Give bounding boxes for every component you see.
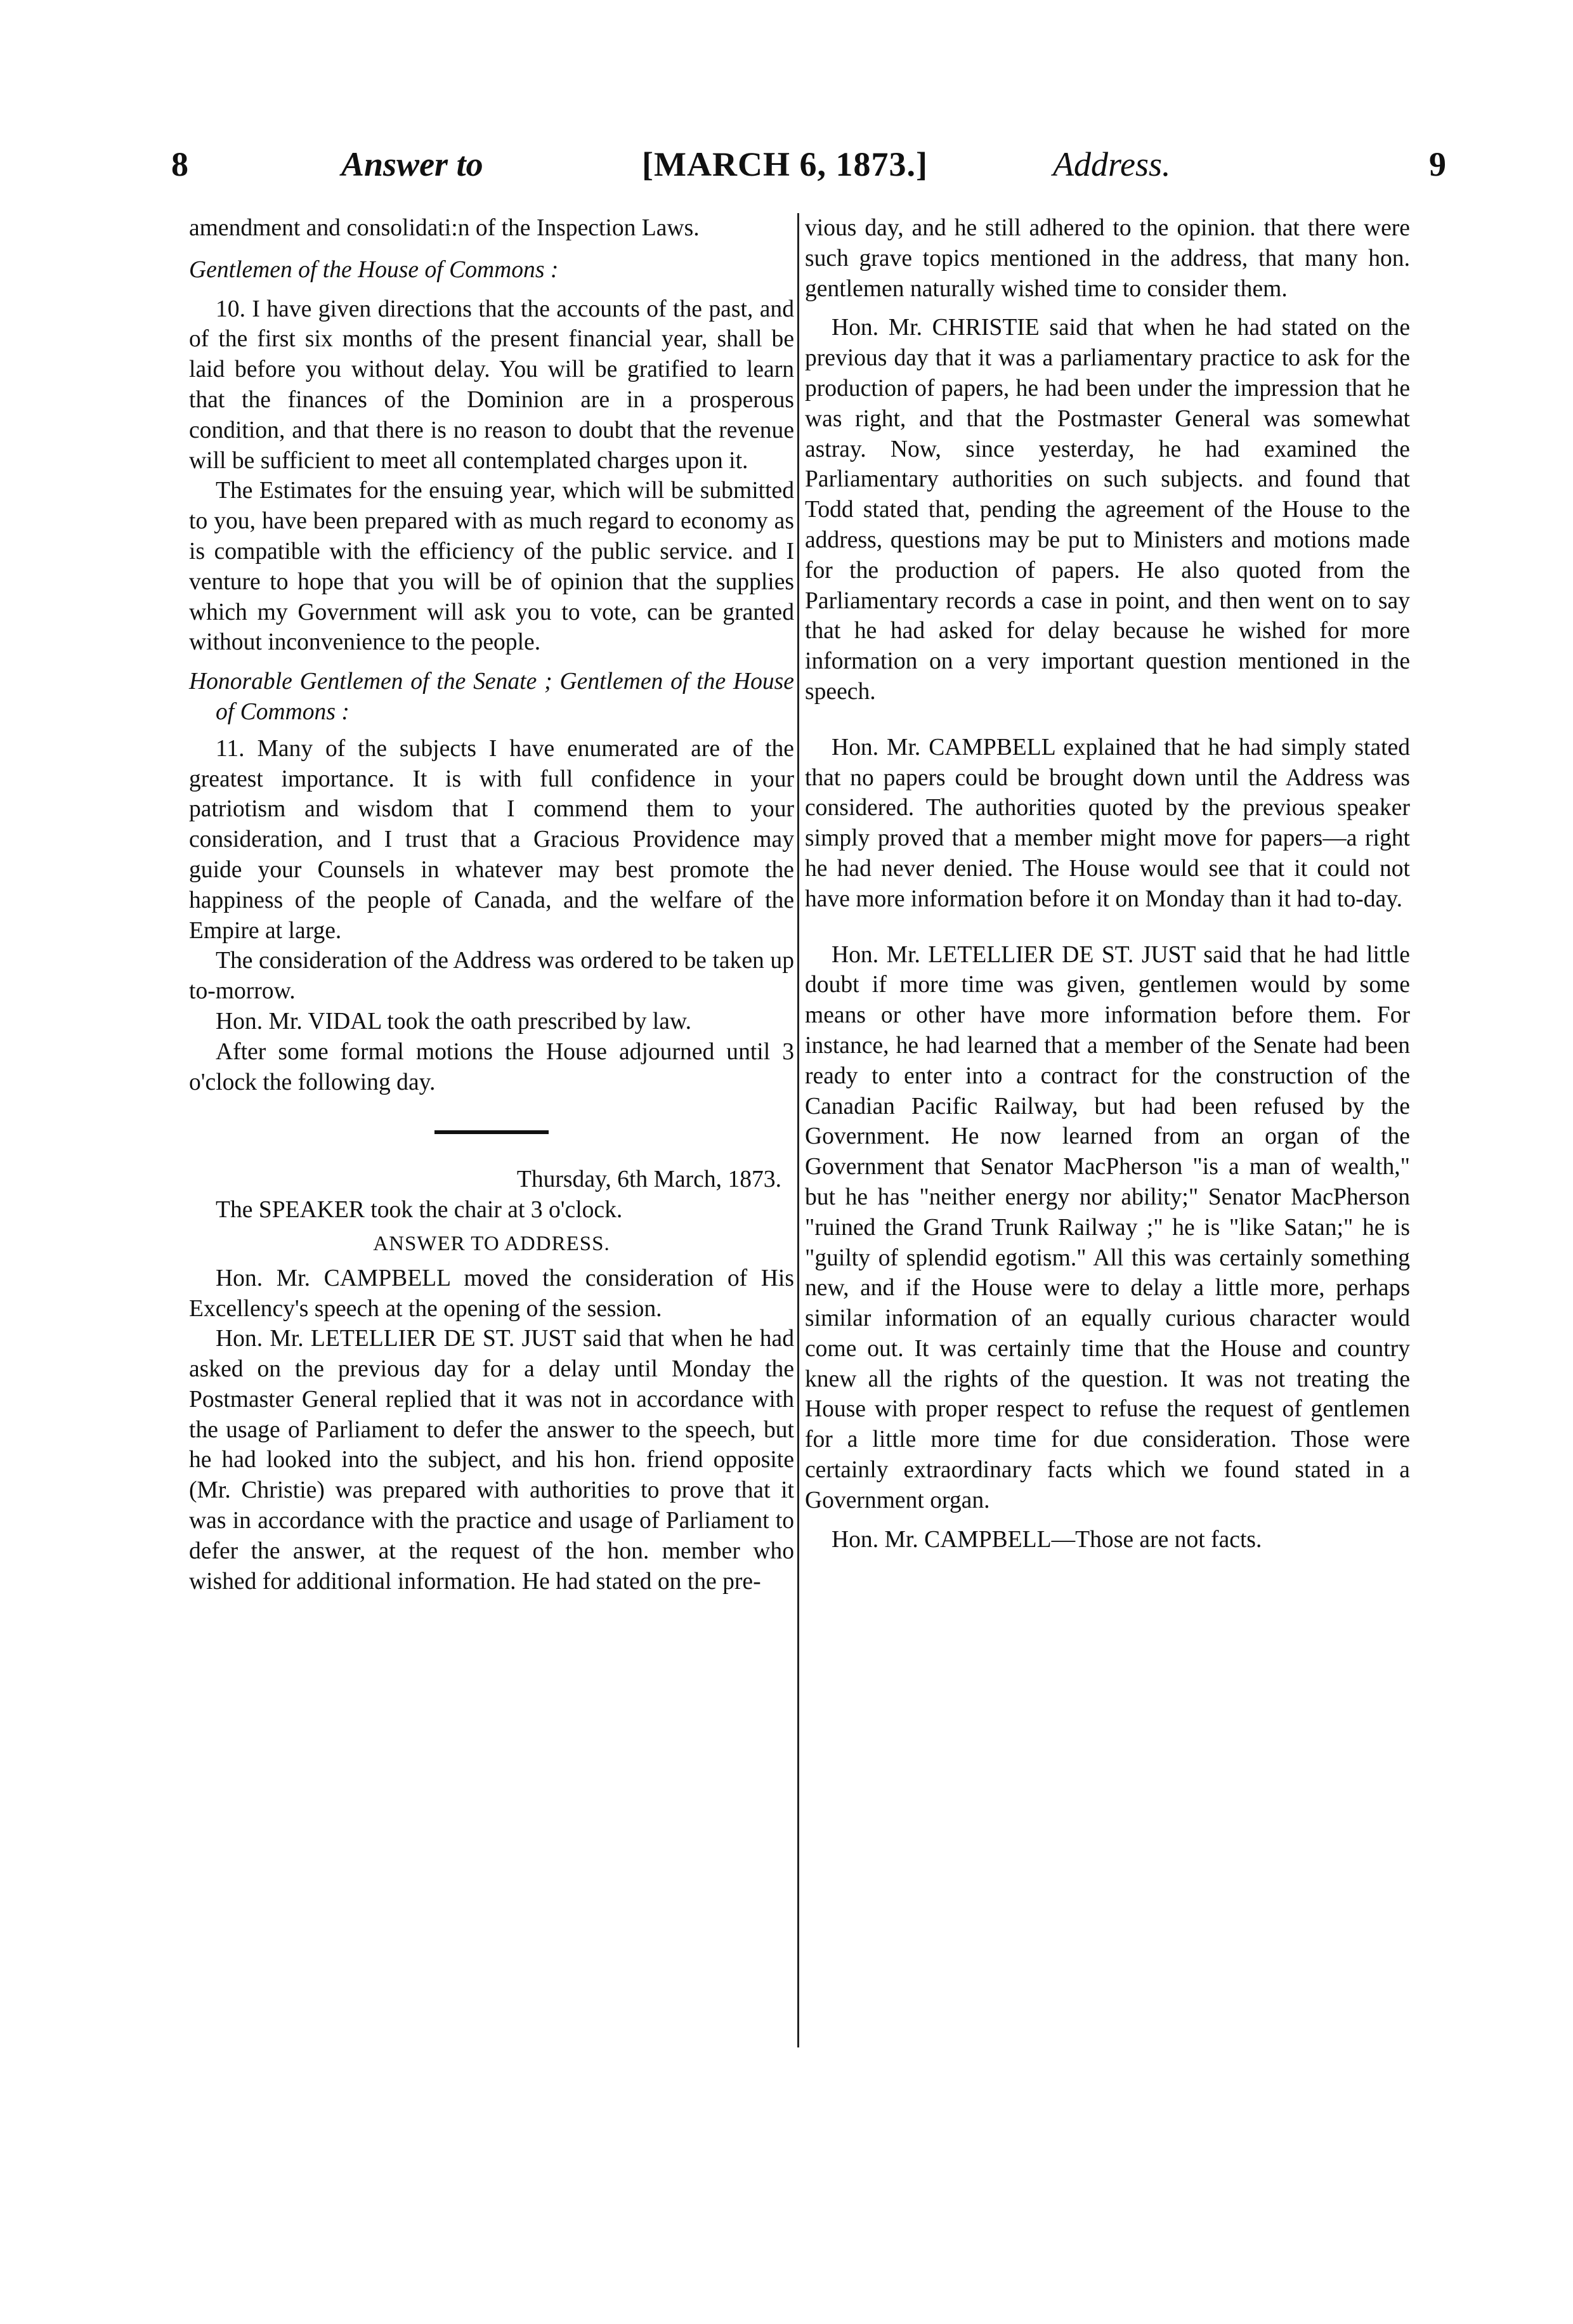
paragraph: Hon. Mr. CAMPBELL—Those are not facts. (832, 1526, 1262, 1553)
page-date: [MARCH 6, 1873.] (642, 145, 928, 183)
paragraph: amendment and consolidati:n of the Inspection Laws. (189, 215, 700, 241)
section-title: ANSWER TO ADDRESS. (373, 1232, 610, 1255)
left-running-title: Answer to (341, 145, 483, 183)
section-divider (434, 1130, 549, 1134)
paragraph: The SPEAKER took the chair at 3 o'clock. (216, 1197, 623, 1224)
paragraph: vious day, and he still adhered to the opinion. that there were such grave topics mentioned in the address, that many hon. gentlemen naturally wished time to consider them. (805, 215, 1410, 302)
paragraph: Hon. Mr. CAMPBELL explained that he had simply stated that no papers could be brought down until the Address was considered. The authorities quoted by the previous speaker simply proved that a member might move for papers—a right he had never denied. The House would see that it could not have more information before it on Monday than it had to-day. (805, 734, 1410, 912)
paragraph: Hon. Mr. VIDAL took the oath prescribed by law. (216, 1008, 692, 1035)
paragraph: The consideration of the Address was ordered to be taken up to-morrow. (189, 948, 794, 1005)
paragraph: The Estimates for the ensuing year, which will be submitted to you, have been prepared with as much regard to economy as is compatible with the efficiency of the public service. and I venture to hope that you will be of opinion that the supplies which my Government will ask you to vote, can be granted without inconvenience to the people. (189, 478, 794, 656)
right-column (805, 213, 1410, 1555)
left-column (189, 213, 794, 1596)
right-page-number: 9 (1429, 145, 1446, 183)
paragraph: Hon. Mr. CAMPBELL moved the consideration of His Excellency's speech at the opening of the session. (189, 1265, 794, 1322)
section-heading: Honorable Gentlemen of the Senate ; Gentlemen of the House of Commons : (189, 669, 794, 725)
paragraph: 10. I have given directions that the accounts of the past, and of the first six months of the present financial year, shall be laid before you without delay. You will be gratified to learn that the finances of the Dominion are in a prosperous condition, and that there is no reason to doubt that the revenue will be sufficient to meet all contemplated charges upon it. (189, 296, 794, 474)
paragraph: Hon. Mr. LETELLIER DE ST. JUST said that when he had asked on the previous day for a delay until Monday the Postmaster General replied that it was not in accordance with the usage of Parliament to defer the answer to the speech, but he had looked into the subject, and his hon. friend opposite (Mr. Christie) was prepared with authorities to prove that it was in accordance with the practice and usage of Parliament to defer the answer, at the request of the hon. member who wished for additional information. He had stated on the pre- (189, 1326, 794, 1595)
left-page-number: 8 (171, 145, 188, 183)
paragraph: Hon. Mr. LETELLIER DE ST. JUST said that he had little doubt if more time was given, gentlemen would by some means or other have more information before them. For instance, he had learned that a member of the Senate had been ready to enter into a contract for the construction of the Canadian Pacific Railway, but had been refused by the Government. He now learned from an organ of the Government that Senator MacPherson "is a man of wealth," but he has "neither energy nor ability;" Senator MacPherson "ruined the Grand Trunk Railway ;" he is "like Satan;" he is "guilty of splendid egotism." All this was certainly something new, and if the House were to delay a little more, perhaps similar information of an equally curious character would come out. It was certainly time that the House and country knew all the rights of the question. It was not treating the House with proper respect to refuse the request of gentlemen for a little more time for due consideration. Those were certainly extraordinary facts which we found stated in a Government organ. (805, 941, 1410, 1513)
right-running-title: Address. (1053, 145, 1171, 183)
sitting-date: Thursday, 6th March, 1873. (516, 1166, 781, 1193)
paragraph: Hon. Mr. CHRISTIE said that when he had stated on the previous day that it was a parliamentary practice to ask for the production of papers, he had been under the impression that he was right, and that the Postmaster General was somewhat astray. Now, since yesterday, he had examined the Parliamentary authorities on such subjects. and found that Todd stated that, pending the agreement of the House to the address, questions may be put to Ministers and motions made for the production of papers. He also quoted from the Parliamentary records a case in point, and then went on to say that he had asked for delay because he wished for more information on a very important question mentioned in the speech. (805, 315, 1410, 705)
page-header (171, 143, 1446, 194)
paragraph: After some formal motions the House adjourned until 3 o'clock the following day. (189, 1038, 794, 1095)
column-rule (797, 213, 799, 2047)
section-heading: Gentlemen of the House of Commons : (189, 256, 559, 283)
paragraph: 11. Many of the subjects I have enumerated are of the greatest importance. It is with full confidence in your patriotism and wisdom that I commend them to your consideration, and I trust that a Gracious Providence may guide your Counsels in whatever may best promote the happiness of the people of Canada, and the welfare of the Empire at large. (189, 735, 794, 944)
